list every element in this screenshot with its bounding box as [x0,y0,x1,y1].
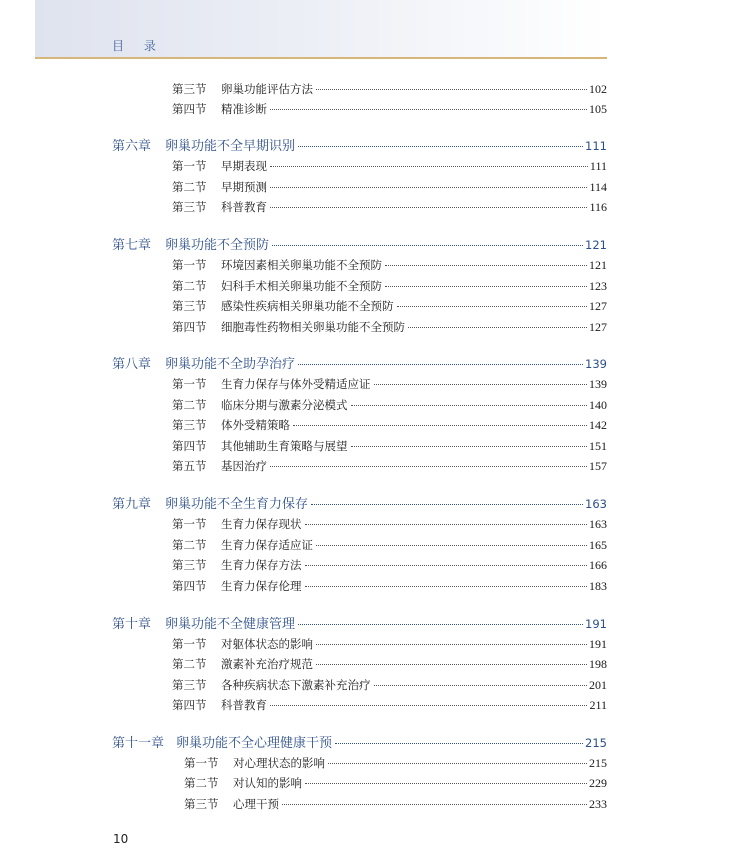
section-title: 生育力保存适应证 [221,538,313,552]
toc-section-row [172,417,607,433]
page-number: 163 [585,497,607,511]
section-number: 第三节 [184,797,219,811]
section-title: 心理干预 [233,797,279,811]
toc-section-row [172,438,607,454]
toc-section-row [172,376,607,392]
page-number: 111 [589,159,607,173]
dot-leader [282,804,587,805]
page-number: 183 [589,579,607,593]
page-number: 211 [589,698,607,712]
toc-section-row [184,796,607,812]
section-number: 第二节 [172,180,207,194]
toc-section-row [172,537,607,553]
toc-chapter-row [112,234,607,253]
toc-section-row [172,298,607,314]
page-number: 127 [589,299,607,313]
section-number: 第三节 [172,558,207,572]
page-number: 139 [589,377,607,391]
section-number: 第一节 [172,377,207,391]
page-folio-number: 10 [113,832,129,846]
dot-leader [374,384,588,385]
section-title: 对认知的影响 [233,776,302,790]
page-number: 102 [589,82,607,96]
section-title: 妇科手术相关卵巢功能不全预防 [221,279,382,293]
chapter-number: 第九章 [112,497,152,512]
section-number: 第二节 [172,538,207,552]
section-title: 生育力保存伦理 [221,579,302,593]
dot-leader [270,466,587,467]
section-title: 生育力保存与体外受精适应证 [221,377,371,391]
page-number: 116 [589,200,607,214]
dot-leader [305,524,588,525]
dot-leader [305,565,588,566]
dot-leader [272,245,583,246]
page-number: 163 [589,517,607,531]
chapter-title: 卵巢功能不全早期识别 [165,139,296,154]
toc-section-row [172,199,607,215]
page-number: 215 [585,736,607,750]
page-number: 215 [589,756,607,770]
section-number: 第四节 [172,579,207,593]
page-number: 191 [585,617,607,631]
toc-section-row [172,319,607,335]
section-number: 第五节 [172,459,207,473]
section-number: 第一节 [172,517,207,531]
chapter-title: 卵巢功能不全心理健康干预 [176,736,333,751]
section-number: 第四节 [172,439,207,453]
dot-leader [351,446,588,447]
section-number: 第三节 [172,678,207,692]
toc-section-row [172,257,607,273]
page-number: 165 [589,538,607,552]
section-title: 对躯体状态的影响 [221,637,313,651]
page-number: 105 [589,102,607,116]
dot-leader [270,109,587,110]
dot-leader [270,207,587,208]
section-title: 感染性疾病相关卵巢功能不全预防 [221,299,394,313]
section-number: 第二节 [184,776,219,790]
dot-leader [328,763,587,764]
section-number: 第四节 [172,320,207,334]
section-number: 第二节 [172,657,207,671]
dot-leader [311,504,583,505]
section-title: 临床分期与激素分泌模式 [221,398,348,412]
chapter-number: 第八章 [112,357,152,372]
section-title: 生育力保存现状 [221,517,302,531]
section-title: 卵巢功能评估方法 [221,82,313,96]
page-number: 166 [589,558,607,572]
chapter-title: 卵巢功能不全健康管理 [165,617,296,632]
toc-section-row [172,179,607,195]
dot-leader [293,425,587,426]
toc-section-row [172,697,607,713]
chapter-title: 卵巢功能不全助孕治疗 [165,357,296,372]
dot-leader [385,265,587,266]
page-number: 201 [589,678,607,692]
chapter-title: 卵巢功能不全生育力保存 [165,497,309,512]
section-number: 第一节 [172,159,207,173]
page-number: 151 [589,439,607,453]
dot-leader [298,624,583,625]
dot-leader [316,545,587,546]
chapter-number: 第十一章 [112,736,165,751]
dot-leader [316,664,587,665]
section-title: 科普教育 [221,200,267,214]
toc-section-row [172,397,607,413]
page-number: 123 [589,279,607,293]
page-number: 121 [585,238,607,252]
page-number: 198 [589,657,607,671]
dot-leader [397,306,588,307]
toc-section-row [184,775,607,791]
toc-chapter-row [112,135,607,154]
page-header-title: 目 录 [112,39,164,53]
toc-section-row [172,516,607,532]
section-number: 第一节 [184,756,219,770]
toc-section-row [172,158,607,174]
section-number: 第三节 [172,82,207,96]
section-title: 对心理状态的影响 [233,756,325,770]
page-number: 191 [589,637,607,651]
dot-leader [335,743,583,744]
toc-section-row [172,636,607,652]
page-number: 139 [585,357,607,371]
page-number: 157 [589,459,607,473]
page-number: 233 [589,797,607,811]
section-number: 第一节 [172,258,207,272]
page-number: 229 [589,776,607,790]
section-title: 早期表现 [221,159,267,173]
section-number: 第四节 [172,698,207,712]
dot-leader [374,685,588,686]
page-number: 111 [585,139,607,153]
toc-section-row [184,755,607,771]
section-title: 环境因素相关卵巢功能不全预防 [221,258,382,272]
section-title: 基因治疗 [221,459,267,473]
section-title: 科普教育 [221,698,267,712]
section-title: 精准诊断 [221,102,267,116]
section-number: 第四节 [172,102,207,116]
dot-leader [351,405,588,406]
section-title: 各种疾病状态下激素补充治疗 [221,678,371,692]
section-number: 第二节 [172,279,207,293]
toc-section-row [172,81,607,97]
dot-leader [298,146,583,147]
dot-leader [305,783,587,784]
section-title: 早期预测 [221,180,267,194]
toc-section-row [172,656,607,672]
section-title: 细胞毒性药物相关卵巢功能不全预防 [221,320,405,334]
section-title: 体外受精策略 [221,418,290,432]
page-number: 121 [589,258,607,272]
toc-section-row [172,101,607,117]
toc-section-row [172,458,607,474]
dot-leader [305,586,588,587]
chapter-number: 第六章 [112,139,152,154]
section-number: 第二节 [172,398,207,412]
section-number: 第三节 [172,418,207,432]
page-number: 140 [589,398,607,412]
dot-leader [385,286,587,287]
toc-chapter-row [112,613,607,632]
page-number: 114 [589,180,607,194]
chapter-number: 第七章 [112,238,152,253]
chapter-title: 卵巢功能不全预防 [165,238,270,253]
dot-leader [316,89,587,90]
section-number: 第三节 [172,299,207,313]
dot-leader [408,327,587,328]
toc-chapter-row [112,732,607,751]
section-number: 第三节 [172,200,207,214]
section-title: 其他辅助生育策略与展望 [221,439,348,453]
page-number: 127 [589,320,607,334]
toc-section-row [172,578,607,594]
toc-section-row [172,278,607,294]
dot-leader [298,364,583,365]
dot-leader [270,187,587,188]
toc-chapter-row [112,353,607,372]
section-title: 生育力保存方法 [221,558,302,572]
toc-chapter-row [112,493,607,512]
dot-leader [270,166,588,167]
dot-leader [270,705,587,706]
toc-section-row [172,557,607,573]
dot-leader [316,644,587,645]
section-title: 激素补充治疗规范 [221,657,313,671]
chapter-number: 第十章 [112,617,152,632]
page-number: 142 [589,418,607,432]
toc-section-row [172,677,607,693]
section-number: 第一节 [172,637,207,651]
